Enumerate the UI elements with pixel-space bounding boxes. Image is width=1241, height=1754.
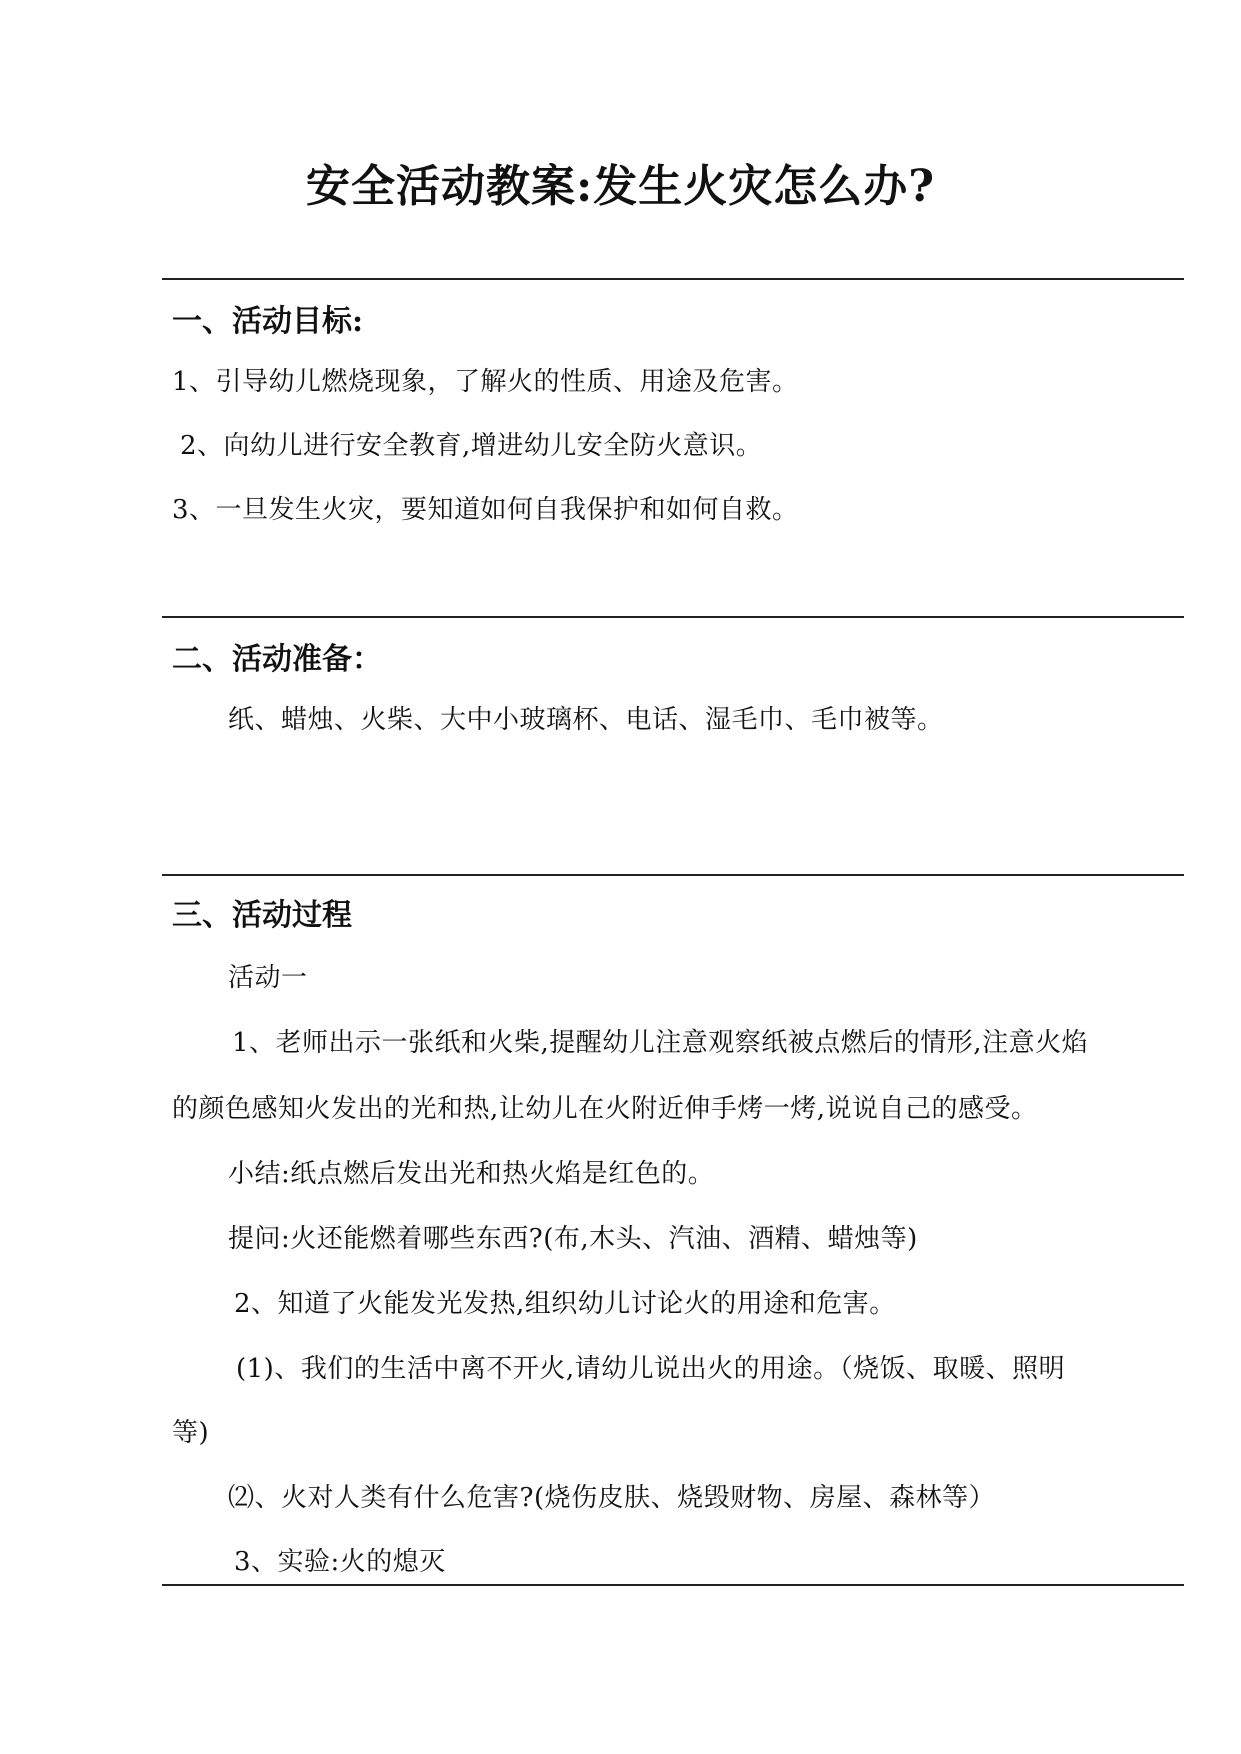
process-line: ⑵、火对人类有什么危害?(烧伤皮肤、烧毁财物、房屋、森林等）	[228, 1483, 996, 1513]
process-line: 2、知道了火能发光发热,组织幼儿讨论火的用途和危害。	[234, 1289, 896, 1319]
process-line: 等)	[172, 1418, 210, 1448]
process-line: 活动一	[228, 963, 308, 993]
process-line: 1、老师出示一张纸和火柴,提醒幼儿注意观察纸被点燃后的情形,注意火焰	[232, 1028, 1089, 1058]
section-divider	[162, 874, 1184, 876]
process-line: 的颜色感知火发出的光和热,让幼儿在火附近伸手烤一烤,说说自己的感受。	[172, 1094, 1038, 1124]
process-line: (1)、我们的生活中离不开火,请幼儿说出火的用途。（烧饭、取暖、照明	[236, 1354, 1066, 1384]
goal-item-2: 2、向幼儿进行安全教育,增进幼儿安全防火意识。	[180, 431, 763, 461]
section3-heading: 三、活动过程	[172, 898, 352, 933]
goal-item-3: 3、一旦发生火灾，要知道如何自我保护和如何自救。	[172, 495, 799, 525]
section1-heading: 一、活动目标:	[172, 304, 364, 339]
goal-item-1: 1、引导幼儿燃烧现象，了解火的性质、用途及危害。	[172, 367, 799, 397]
process-line: 提问:火还能燃着哪些东西?(布,木头、汽油、酒精、蜡烛等)	[228, 1224, 918, 1254]
section-divider	[162, 1584, 1184, 1586]
document-title: 安全活动教案:发生火灾怎么办?	[305, 161, 936, 212]
process-line: 小结:纸点燃后发出光和热火焰是红色的。	[228, 1159, 715, 1189]
section-divider	[162, 278, 1184, 280]
section-divider	[162, 616, 1184, 618]
section2-heading: 二、活动准备：	[172, 642, 382, 677]
preparation-text: 纸、蜡烛、火柴、大中小玻璃杯、电话、湿毛巾、毛巾被等。	[228, 705, 944, 735]
process-line: 3、实验:火的熄灭	[234, 1547, 446, 1577]
